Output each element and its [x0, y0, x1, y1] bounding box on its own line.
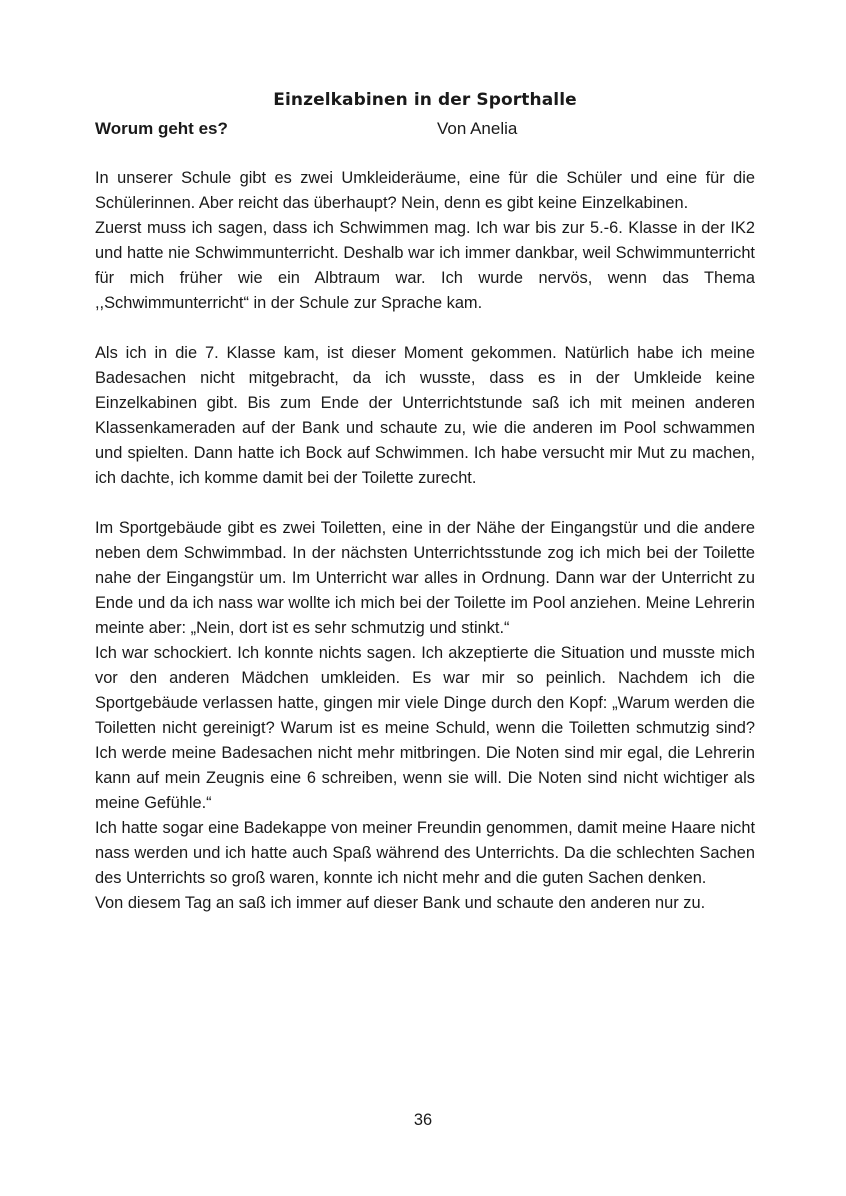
paragraph: Ich war schockiert. Ich konnte nichts sagen. Ich akzeptierte die Situation und musste mich vor den anderen Mädchen umkleiden. Es war mir so peinlich. Nachdem ich die Sportgebäude verlassen hatte, gingen mir viele Dinge durch den Kopf: „Warum werden die Toiletten nicht gereinigt? Warum ist es meine Schuld, wenn die Toiletten schmutzig sind? Ich werde meine Badesachen nicht mehr mitbringen. Die Noten sind mir egal, die Lehrerin kann auf mein Zeugnis eine 6 schreiben, wenn sie will. Die Noten sind nicht wichtiger als meine Gefühle.“ [95, 644, 755, 812]
paragraph: Zuerst muss ich sagen, dass ich Schwimmen mag. Ich war bis zur 5.-6. Klasse in der IK2 und hatte nie Schwimmunterricht. Deshalb war ich immer dankbar, weil Schwimmunterricht für mich früher wie ein Albtraum war. Ich wurde nervös, wenn das Thema ,,Schwimmunterricht“ in der Schule zur Sprache kam. [95, 219, 755, 312]
author-line: Von Anelia [437, 119, 518, 138]
paragraph: Als ich in die 7. Klasse kam, ist dieser Moment gekommen. Natürlich habe ich meine Badesachen nicht mitgebracht, da ich wusste, dass es in der Umkleide keine Einzelkabinen gibt. Bis zum Ende der Unterrichtstunde saß ich mit meinen anderen Klassenkameraden auf der Bank und schaute zu, wie die anderen im Pool schwammen und spielten. Dann hatte ich Bock auf Schwimmen. Ich habe versucht mir Mut zu machen, ich dachte, ich komme damit bei der Toilette zurecht. [95, 344, 755, 487]
page-title: Einzelkabinen in der Sporthalle [273, 90, 577, 110]
paragraph: Von diesem Tag an saß ich immer auf dieser Bank und schaute den anderen nur zu. [95, 894, 706, 912]
document-page [95, 88, 755, 916]
subheader [95, 116, 755, 142]
section-question: Worum geht es? [95, 119, 228, 138]
paragraph: Ich hatte sogar eine Badekappe von meiner Freundin genommen, damit meine Haare nicht nass werden und ich hatte auch Spaß während des Unterrichts. Da die schlechten Sachen des Unterrichts so groß waren, konnte ich nicht mehr and die guten Sachen denken. [95, 819, 755, 887]
article-body [95, 166, 755, 916]
paragraph: In unserer Schule gibt es zwei Umkleideräume, eine für die Schüler und eine für die Schülerinnen. Aber reicht das überhaupt? Nein, denn es gibt keine Einzelkabinen. [95, 169, 755, 212]
paragraph: Im Sportgebäude gibt es zwei Toiletten, eine in der Nähe der Eingangstür und die andere neben dem Schwimmbad. In der nächsten Unterrichtsstunde zog ich mich bei der Toilette nahe der Eingangstür um. Im Unterricht war alles in Ordnung. Dann war der Unterricht zu Ende und da ich nass war wollte ich mich bei der Toilette im Pool anziehen. Meine Lehrerin meinte aber: „Nein, dort ist es sehr schmutzig und stinkt.“ [95, 519, 755, 637]
page-number: 36 [413, 1111, 433, 1129]
